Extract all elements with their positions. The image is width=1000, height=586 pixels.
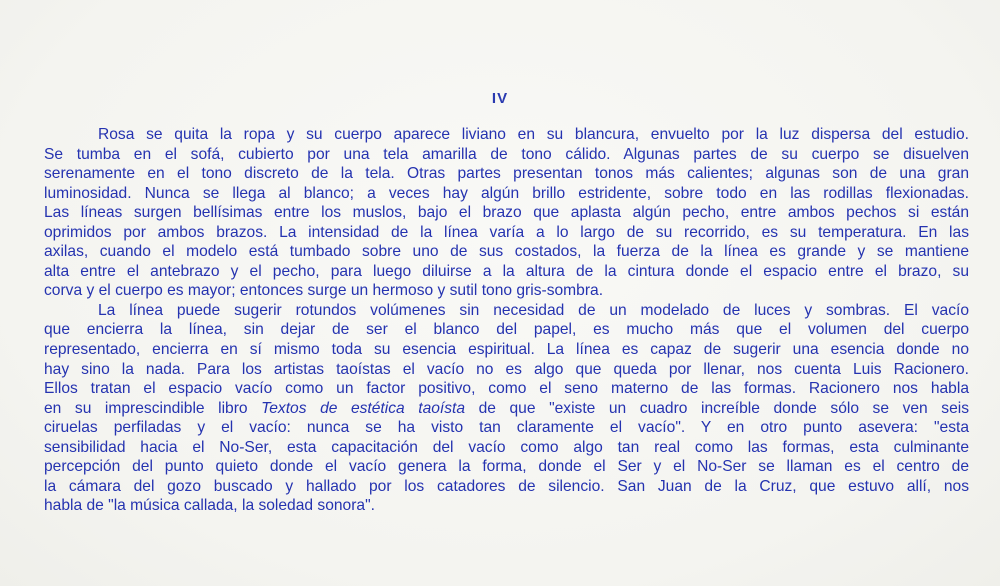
text-line: Las líneas surgen bellísimas entre los muslos, bajo el brazo que aplasta algún pecho, entre ambos pechos si están bbox=[44, 204, 969, 222]
text-segment: en su imprescindible libro bbox=[44, 399, 262, 417]
text-line: Rosa se quita la ropa y su cuerpo aparece liviano en su blancura, envuelto por la luz dispersa del estudio. bbox=[98, 126, 969, 143]
text-line: sensibilidad hacia el No-Ser, esta capacitación del vacío como algo tan real como las formas, esta culminante bbox=[44, 438, 969, 456]
text-line: La línea puede sugerir rotundos volúmenes sin necesidad de un modelado de luces y sombras. El vacío bbox=[98, 301, 969, 319]
chapter-heading: IV bbox=[491, 90, 509, 107]
text-line: axilas, cuando el modelo está tumbado sobre uno de sus costados, la fuerza de la línea es grande y se mantiene bbox=[44, 243, 969, 261]
text-line: que encierra la línea, sin dejar de ser el blanco del papel, es mucho más que el volumen del cuerpo bbox=[44, 321, 969, 339]
text-line: hay sino la nada. Para los artistas taoístas el vacío no es algo que queda por llenar, nos cuenta Luis Racionero. bbox=[44, 360, 969, 378]
text-line-with-title bbox=[44, 399, 969, 419]
text-line: habla de "la música callada, la soledad sonora". bbox=[44, 497, 375, 515]
body-text bbox=[44, 125, 969, 516]
book-title: Textos de estética taoísta bbox=[261, 399, 466, 417]
text-line: alta entre el antebrazo y el pecho, para luego diluirse a la altura de la cintura donde el espacio entre el brazo, su bbox=[44, 262, 969, 280]
text-line: la cámara del gozo buscado y hallado por los catadores de silencio. San Juan de la Cruz, que estuvo allí, nos bbox=[44, 477, 969, 495]
text-line: Se tumba en el sofá, cubierto por una tela amarilla de tono cálido. Algunas partes de su cuerpo se disuelven bbox=[44, 145, 969, 163]
text-line: corva y el cuerpo es mayor; entonces surge un hermoso y sutil tono gris-sombra. bbox=[44, 282, 604, 300]
text-line: representado, encierra en sí mismo toda su esencia espiritual. La línea es capaz de sugerir una esencia donde no bbox=[44, 341, 969, 359]
text-line: ciruelas perfiladas y el vacío: nunca se ha visto tan claramente el vacío". Y en otro punto asevera: "esta bbox=[44, 419, 969, 437]
text-segment: de que "existe un cuadro increíble donde sólo se ven seis bbox=[465, 399, 969, 417]
text-line: percepción del punto quieto donde el vacío genera la forma, donde el Ser y el No-Ser se llaman es el centro de bbox=[44, 458, 969, 476]
text-line: luminosidad. Nunca se llega al blanco; a veces hay algún brillo estridente, sobre todo en las rodillas flexionadas. bbox=[44, 184, 969, 202]
text-line: serenamente en el tono discreto de la tela. Otras partes presentan tonos más calientes; algunas son de una gran bbox=[44, 165, 969, 183]
text-line: oprimidos por ambos brazos. La intensidad de la línea varía a lo largo de su recorrido, es su temperatura. En las bbox=[44, 223, 969, 241]
text-line: Ellos tratan el espacio vacío como un factor positivo, como el seno materno de las formas. Racionero nos habla bbox=[44, 380, 969, 398]
